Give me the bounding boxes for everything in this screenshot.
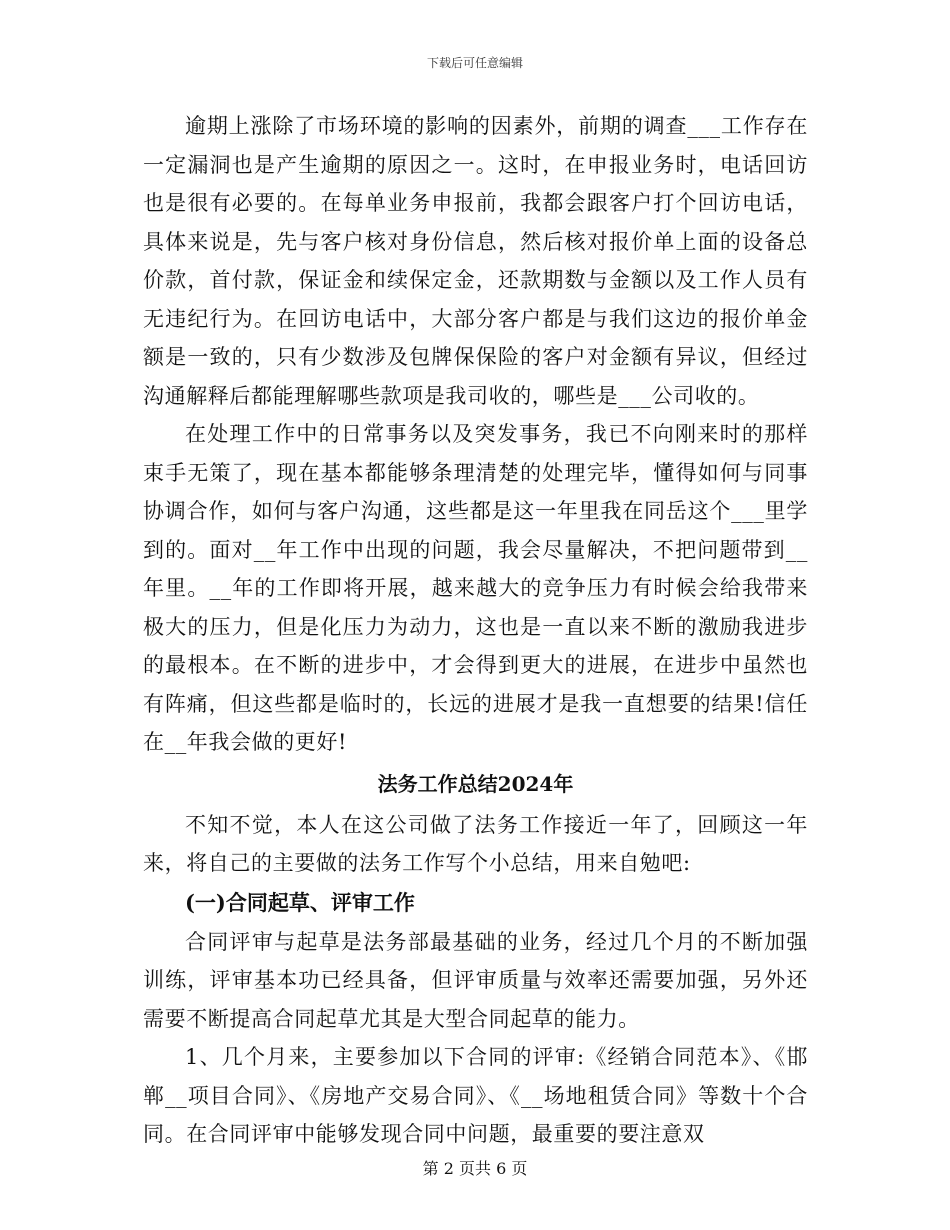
paragraph-contract-review: 合同评审与起草是法务部最基础的业务，经过几个月的不断加强训练，评审基本功已经具备，但评审质量与效率还需要加强，另外还需要不断提高合同起草尤其是大型合同起草的能力。 [143, 929, 808, 1031]
paragraph-daily-work: 在处理工作中的日常事务以及突发事务，我已不向刚来时的那样束手无策了，现在基本都能够条理清楚的处理完毕，懂得如何与同事协调合作，如何与客户沟通，这些都是这一年里我在同岳这个___里学到的。面对__年工作中出现的问题，我会尽量解决，不把问题带到__年里。__年的工作即将开展，越来越大的竞争压力有时候会给我带来极大的压力，但是化压力为动力，这也是一直以来不断的激励我进步的最根本。在不断的进步中，才会得到更大的进展，在进步中虽然也有阵痛，但这些都是临时的，长远的进展才是我一直想要的结果!信任在__年我会做的更好! [143, 422, 808, 754]
header-note: 下载后可任意编辑 [426, 56, 523, 70]
page-number-footer: 第 2 页共 6 页 [422, 1159, 528, 1178]
paragraph-overdue-analysis: 逾期上涨除了市场环境的影响的因素外，前期的调查___工作存在一定漏洞也是产生逾期的原因之一。这时，在申报业务时，电话回访也是很有必要的。在每单业务申报前，我都会跟客户打个回访电话，具体来说是，先与客户核对身份信息，然后核对报价单上面的设备总价款，首付款，保证金和续保定金，还款期数与金额以及工作人员有无违纪行为。在回访电话中，大部分客户都是与我们这边的报价单金额是一致的，只有少数涉及包牌保保险的客户对金额有异议，但经过沟通解释后都能理解哪些款项是我司收的，哪些是___公司收的。 [143, 114, 808, 408]
section-title: 法务工作总结2024年 [377, 771, 574, 796]
paragraph-contract-list: 1、几个月来，主要参加以下合同的评审:《经销合同范本》、《邯郸__项目合同》、《房地产交易合同》、《__场地租赁合同》等数十个合同。在合同评审中能够发现合同中问题，最重要的要注意双 [143, 1045, 808, 1146]
paragraph-intro: 不知不觉，本人在这公司做了法务工作接近一年了，回顾这一年来，将自己的主要做的法务工作写个小总结，用来自勉吧: [143, 812, 808, 875]
document-body [143, 107, 808, 1154]
subheading-contract-drafting: (一)合同起草、评审工作 [185, 889, 415, 915]
